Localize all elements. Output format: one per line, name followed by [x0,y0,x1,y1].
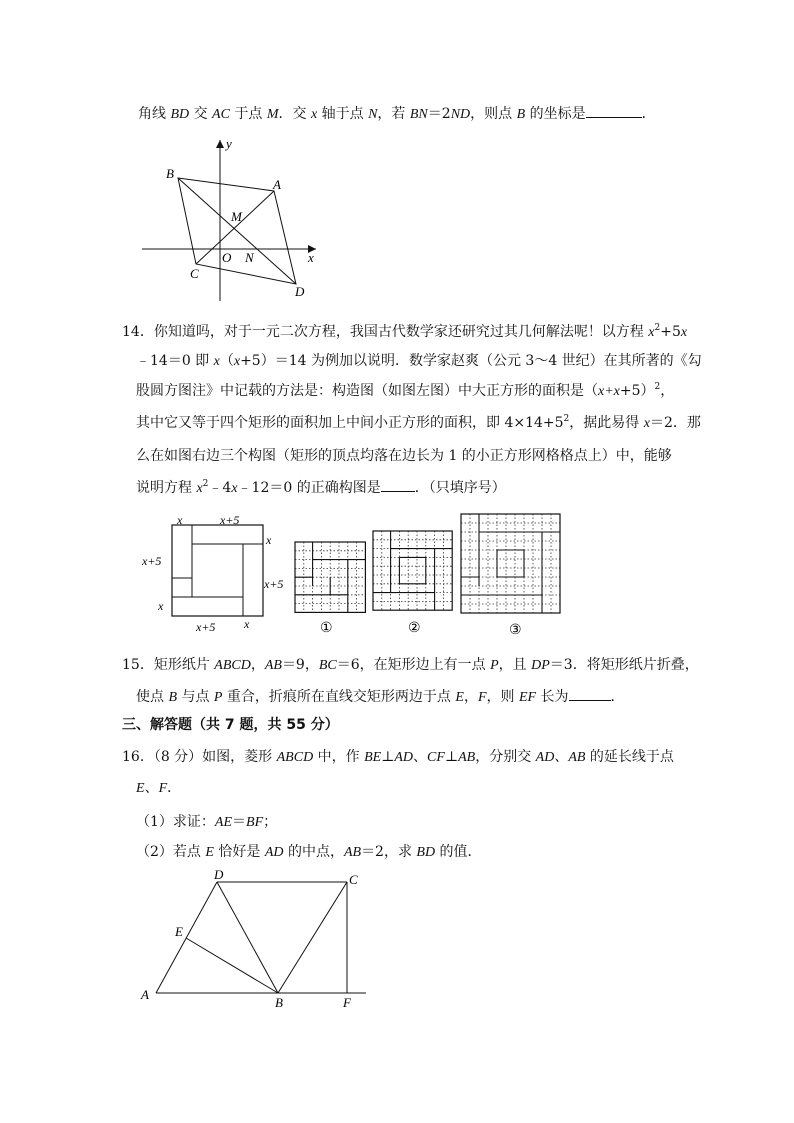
option-1-label: ① [320,621,333,636]
point-M-label: M [231,209,242,224]
q14-zhaoshuang-figure [140,510,300,635]
answer-blank [586,103,642,118]
label-x-right: x [266,533,272,547]
label-xplus5-left: x+5 [142,554,162,568]
point-D-label: D [214,867,224,882]
section-heading: 三、解答题（共 7 题，共 55 分） [122,717,339,733]
q14-line-5: 么在如图右边三个构图（矩形的顶点均落在边长为 1 的小正方形网格格点上）中，能够 [136,448,672,464]
y-axis-label: y [226,136,232,151]
q14-line-2: ﹣14＝0 即 x（x+5）＝14 为例加以说明．数学家赵爽（公元 3～4 世纪）在其所著的《勾 [136,353,702,369]
label-x-top: x [177,513,183,527]
q14-line-6: 说明方程 $x^2﹣4x﹣12=0$ 的正确构图是 ．（只填序号） [136,479,506,496]
point-E-label: E [175,924,183,939]
label-xplus5-top: x+5 [220,513,240,527]
answer-blank [381,477,415,492]
point-B-label: B [166,166,174,181]
option-3-label: ③ [509,623,522,638]
q15-line-2: 使点 B 与点 P 重合，折痕所在直线交矩形两边于点 E，F，则 EF 长为 ． [136,686,625,708]
label-x-bottom: x [244,617,250,631]
point-N-label: N [245,250,254,265]
point-A-label: A [141,987,149,1002]
q15-line-1: 15．矩形纸片 ABCD，AB＝9，BC＝6，在矩形边上有一点 P，且 DP＝3．将矩形纸片折叠， [122,657,699,673]
answer-blank [569,686,611,701]
q16-line-2: E、F． [136,780,182,796]
point-A-label: A [273,177,281,192]
q13-coordinate-figure [140,136,330,306]
q16-line-1: 16．（8 分）如图，菱形 ABCD 中，作 BE⊥AD、CF⊥AB，分别交 AD、AB 的延长线于点 [122,749,674,765]
point-D-label: D [295,284,305,299]
point-F-label: F [343,995,351,1010]
option-2-label: ② [408,621,421,636]
q16-part-2: （2）若点 E 恰好是 AD 的中点，AB＝2，求 BD 的值． [136,844,482,860]
q14-grid-figure-3 [460,513,564,637]
point-C-label: C [190,266,199,281]
q16-part-1: （1）求证：AE＝BF； [136,814,278,830]
q14-line-3: 股圆方图注》中记载的方法是：构造图（如图左图）中大正方形的面积是$(x+x+5)^2$， [136,382,675,399]
point-C-label: C [349,872,358,887]
q14-grid-figure-1 [294,541,370,636]
origin-O-label: O [222,250,232,265]
q14-grid-figure-2 [372,530,458,636]
q14-line-1: 14．你知道吗，对于一元二次方程，我国古代数学家还研究过其几何解法呢！以方程 $x^2+5x$ [122,323,688,340]
q14-line-4: 其中它又等于四个矩形的面积加上中间小正方形的面积，即 $4\times 14+5^2$，据此易得 x＝2．那 [136,414,701,431]
label-xplus5-right: x+5 [264,577,284,591]
x-axis-label: x [308,250,314,265]
label-xplus5-bottom: x+5 [196,620,216,634]
q13-text-line: 角线 BD 交 AC 于点 M．交 x 轴于点 N，若 BN＝2ND，则点 B 的坐标是 ． [138,103,656,125]
point-B-label: B [275,995,283,1010]
q16-rhombus-figure [138,866,378,1011]
label-x-left: x [158,599,164,613]
